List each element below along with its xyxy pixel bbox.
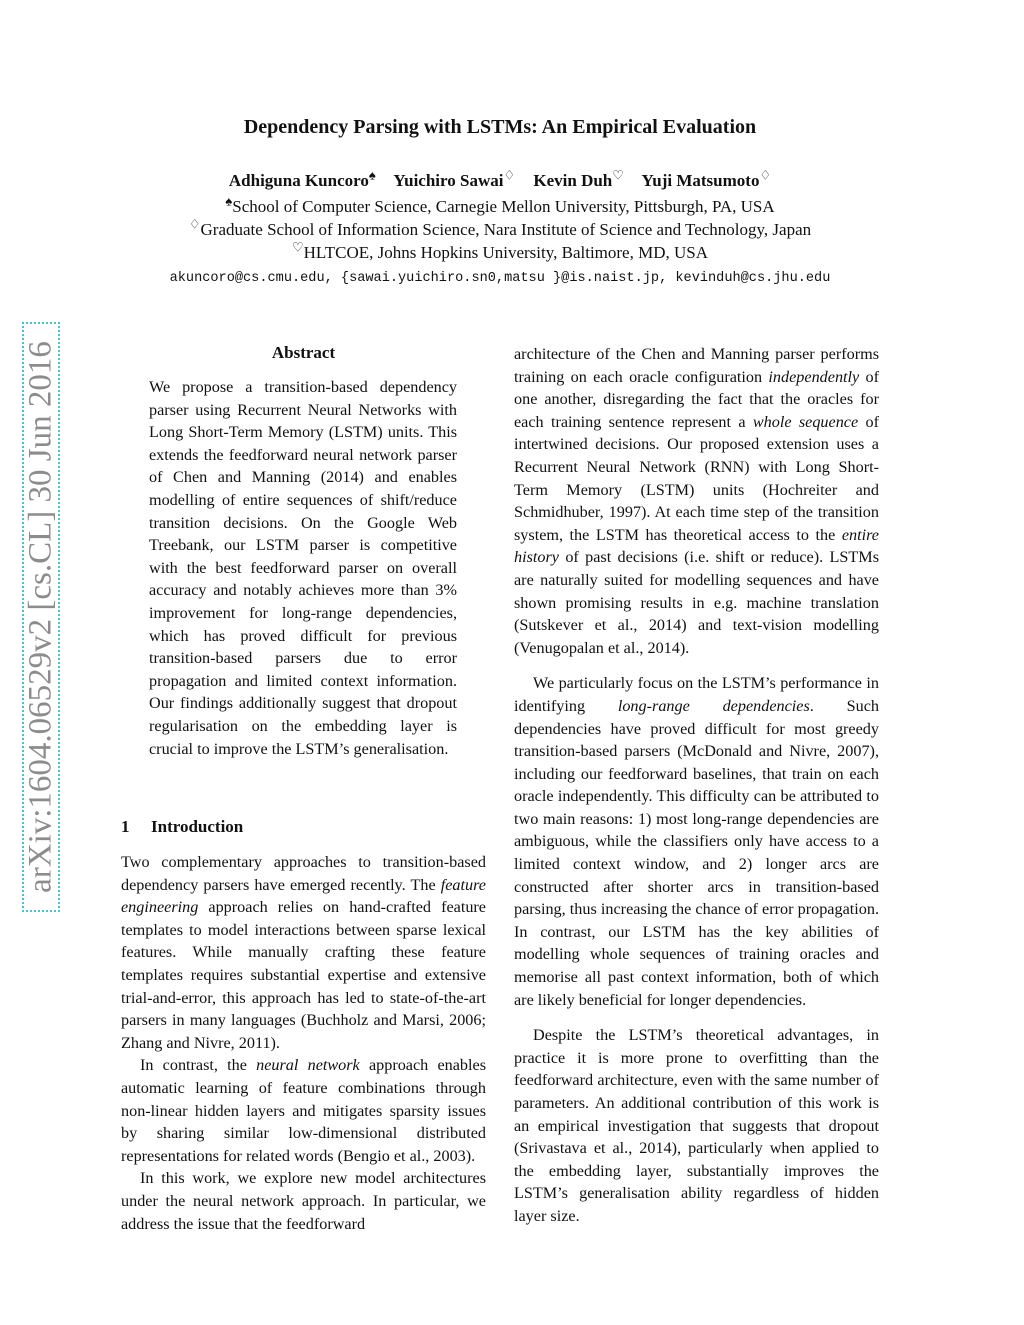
- diamond-icon: ♢: [503, 167, 516, 183]
- author-name: Kevin Duh: [533, 171, 613, 190]
- affiliation-text: School of Computer Science, Carnegie Mellon University, Pittsburgh, PA, USA: [232, 197, 775, 216]
- abstract-text: We propose a transition-based dependency parser using Recurrent Neural Networks with Long Short-Term Memory (LSTM) units. This extends the feedforward neural network parser of Chen and Manning (2014) and enables modelling of entire sequences of shift/reduce transition decisions. On the Google Web Treebank, our LSTM parser is competitive with the best feedforward parser on overall accuracy and notably achieves more than 3% improvement for long-range dependencies, which has proved difficult for previous transition-based parsers due to error propagation and limited context information. Our findings additionally suggest that dropout regularisation on the embedding layer is crucial to improve the LSTM’s generalisation.: [149, 378, 457, 758]
- paragraph: [121, 851, 486, 1054]
- affiliation: [0, 193, 1000, 217]
- author-list: [0, 167, 1000, 191]
- text-run: of past decisions (i.e. shift or reduce). LSTMs are naturally suited for modelling sequences and have shown promising results in e.g. machine translation (Sutskever et al., 2014) and text-vision modelling (Venugopalan et al., 2014).: [514, 548, 879, 657]
- affiliation: [0, 216, 1000, 240]
- section-heading: [121, 817, 243, 837]
- paragraph: [514, 343, 879, 659]
- emphasis: independently: [768, 367, 860, 386]
- emphasis: entire history: [514, 525, 879, 567]
- emphasis: feature engineering: [121, 875, 486, 917]
- spade-icon: ♠: [368, 167, 376, 183]
- text-run: architecture of the Chen and Manning parser performs training on each oracle configuration: [514, 345, 879, 386]
- author-name: Adhiguna Kuncoro: [228, 171, 369, 190]
- diamond-icon: ♢: [759, 167, 772, 183]
- paragraph: In this work, we explore new model architectures under the neural network approach. In particular, we address the issue that the feedforward: [121, 1169, 486, 1233]
- right-column-body: [514, 343, 879, 1228]
- text-run: approach enables automatic learning of feature combinations through non-linear hidden layers and mitigates sparsity issues by sharing similar low-dimensional distributed representations for related words (Bengio et al., 2003).: [121, 1056, 486, 1165]
- author-name: Yuichiro Sawai: [393, 171, 504, 190]
- abstract-heading: Abstract: [271, 343, 336, 362]
- text-run: Two complementary approaches to transition-based dependency parsers have emerged recently. The: [121, 853, 486, 894]
- paragraph: Despite the LSTM’s theoretical advantages, in practice it is more prone to overfitting than the feedforward architecture, even with the same number of parameters. An additional contribution of this work is an empirical investigation that suggests that dropout (Srivastava et al., 2014), particularly when applied to the embedding layer, substantially improves the LSTM’s generalisation ability regardless of hidden layer size.: [514, 1026, 879, 1225]
- abstract-body: [149, 376, 457, 760]
- section-title: Introduction: [151, 817, 244, 836]
- paragraph: [121, 1054, 486, 1167]
- affiliation: [0, 239, 1000, 263]
- emphasis: neural network: [256, 1056, 360, 1075]
- left-column-body: [121, 851, 486, 1235]
- diamond-icon: ♢: [188, 216, 201, 232]
- paper-title: Dependency Parsing with LSTMs: An Empirical Evaluation: [243, 116, 757, 138]
- author-emails: akuncoro@cs.cmu.edu, {sawai.yuichiro.sn0,matsu }@is.naist.jp, kevinduh@cs.jhu.edu: [169, 271, 831, 286]
- emphasis: long-range dependencies: [617, 696, 810, 715]
- affiliation-text: HLTCOE, Johns Hopkins University, Baltimore, MD, USA: [303, 243, 709, 262]
- text-run: We particularly focus on the LSTM’s performance in identifying: [514, 674, 879, 715]
- affiliation-text: Graduate School of Information Science, Nara Institute of Science and Technology, Japan: [200, 220, 812, 239]
- text-run: of one another, disregarding the fact that the oracles for each training sentence represent a: [514, 367, 879, 431]
- author-name: Yuji Matsumoto: [641, 171, 760, 190]
- text-run: approach relies on hand-crafted feature templates to model interactions between sparse lexical features. While manually crafting these feature templates requires substantial expertise and extensive trial-and-error, this approach has led to state-of-the-art parsers in many languages (Buchholz and Marsi, 2006; Zhang and Nivre, 2011).: [121, 898, 486, 1052]
- text-run: of intertwined decisions. Our proposed extension uses a Recurrent Neural Network (RNN) with Long Short-Term Memory (LSTM) units (Hochreiter and Schmidhuber, 1997). At each time step of the transition system, the LSTM has theoretical access to the: [514, 412, 879, 544]
- spade-icon: ♠: [225, 193, 233, 209]
- text-run: . Such dependencies have proved difficult for most greedy transition-based parsers (McDonald and Nivre, 2007), including our feedforward baselines, that train on each oracle independently. This difficulty can be attributed to two main reasons: 1) most long-range dependencies are ambiguous, while the classifiers only have access to a limited context window, and 2) longer arcs are constructed after shorter arcs in transition-based parsing, thus increasing the chance of error propagation. In contrast, our LSTM has the key abilities of modelling whole sequences of training oracles and memorise all past context information, both of which are likely beneficial for longer dependencies.: [514, 696, 880, 1009]
- arxiv-stamp: arXiv:1604.06529v2 [cs.CL] 30 Jun 2016: [22, 341, 59, 893]
- emphasis: whole sequence: [752, 412, 859, 431]
- text-run: In contrast, the: [140, 1056, 257, 1075]
- heart-icon: ♡: [612, 167, 624, 183]
- paragraph: [514, 672, 879, 1011]
- section-number: 1: [121, 817, 130, 836]
- heart-icon: ♡: [291, 239, 304, 255]
